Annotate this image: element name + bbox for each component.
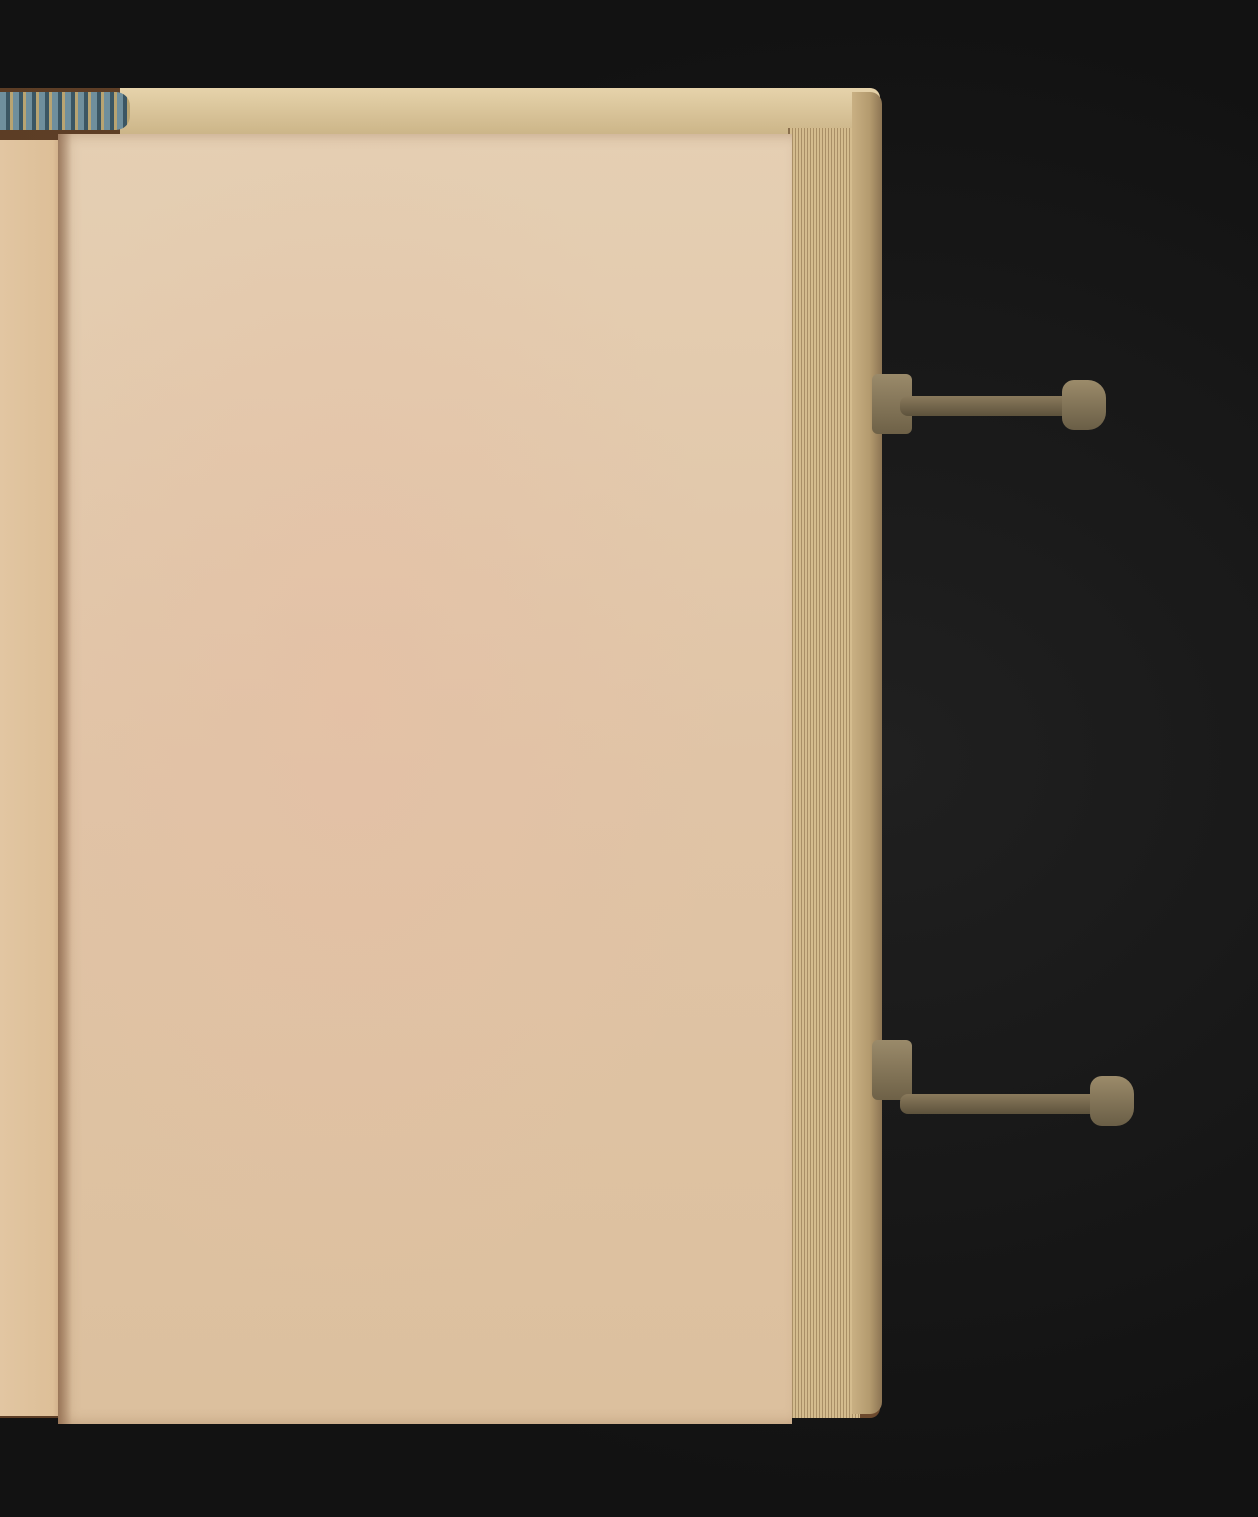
page-gutter-shadow	[58, 134, 72, 1424]
lower-clasp-end	[1090, 1076, 1134, 1126]
headband	[0, 92, 130, 130]
cover-right-edge	[852, 92, 882, 1414]
lower-clasp-hinge	[872, 1040, 912, 1100]
left-facing-page	[0, 140, 66, 1416]
page-fore-edge	[788, 128, 860, 1418]
book-head-edge	[120, 88, 880, 136]
book-page	[58, 134, 792, 1424]
upper-clasp-end	[1062, 380, 1106, 430]
lower-clasp-bar	[900, 1094, 1120, 1114]
